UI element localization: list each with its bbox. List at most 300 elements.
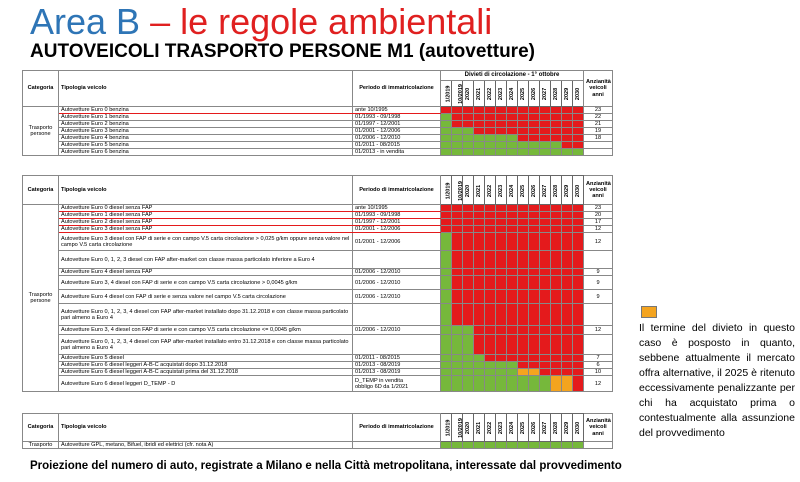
banned-cell [562,212,573,219]
allowed-cell [529,142,540,149]
allowed-cell [441,149,452,156]
banned-cell [474,290,485,304]
banned-cell [507,233,518,251]
banned-cell [562,114,573,121]
category-cell: Trasporto persone [23,205,59,392]
allowed-cell [496,442,507,449]
banned-cell [485,212,496,219]
allowed-cell [474,362,485,369]
banned-cell [518,335,529,355]
banned-cell [562,226,573,233]
table-row [23,149,613,156]
allowed-cell [452,128,463,135]
year-header [540,81,551,107]
table-row [23,107,613,114]
vehicle-type-cell: Autovetture Euro 5 diesel [59,355,353,362]
banned-cell [452,121,463,128]
year-header [474,176,485,205]
banned-cell [463,219,474,226]
allowed-cell [485,149,496,156]
table-section-altri [22,413,613,449]
banned-cell [507,128,518,135]
allowed-cell [540,142,551,149]
year-label: 10/2019 [457,418,464,438]
allowed-cell [485,376,496,392]
banned-cell [540,114,551,121]
allowed-cell [507,369,518,376]
allowed-cell [452,135,463,142]
banned-cell [573,107,584,114]
banned-cell [540,251,551,269]
banned-cell [573,114,584,121]
year-label: 2024 [509,421,516,435]
banned-cell [507,107,518,114]
year-header [562,414,573,442]
title-regole: – le regole ambientali [140,1,493,42]
allowed-cell [485,135,496,142]
banned-cell [474,107,485,114]
age-cell [584,304,613,326]
table-row [23,355,613,362]
banned-cell [496,326,507,335]
banned-cell [529,276,540,290]
period-text: ante 10/1995 [355,205,388,211]
period-cell [353,128,441,135]
yellow-legend-swatch [641,306,657,318]
banned-cell [540,276,551,290]
year-header [474,81,485,107]
banned-cell [518,251,529,269]
period-cell [353,335,441,355]
banned-cell [452,226,463,233]
table-section-diesel [22,175,613,392]
banned-cell [518,362,529,369]
table-section-benzina [22,70,613,156]
allowed-cell [441,326,452,335]
banned-cell [573,269,584,276]
allowed-cell [518,149,529,156]
table-row [23,369,613,376]
year-header [573,81,584,107]
allowed-cell [441,128,452,135]
allowed-cell [507,376,518,392]
banned-cell [540,335,551,355]
vehicle-type-cell: Autovetture Euro 3 diesel con FAP di serie e con campo V.5 carta circolazione > 0,025 g/km oppure senza valore nel campo V.5 carta circolazione [59,233,353,251]
banned-cell [452,114,463,121]
banned-cell [573,219,584,226]
banned-cell [507,355,518,362]
vehicle-type-cell: Autovetture Euro 4 benzina [59,135,353,142]
year-label: 2023 [498,87,505,101]
period-cell [353,114,441,121]
year-header [573,176,584,205]
age-cell [584,251,613,269]
vehicle-type-cell: Autovetture Euro 3, 4 diesel con FAP di serie e con campo V.5 carta circolazione > 0,0045 g/km [59,276,353,290]
table-row [23,362,613,369]
year-header [441,81,452,107]
banned-cell [452,233,463,251]
period-cell [353,212,441,219]
year-header [441,176,452,205]
year-label: 2022 [487,87,494,101]
allowed-cell [441,335,452,355]
banned-cell [573,135,584,142]
banned-cell [485,205,496,212]
year-label: 2027 [542,184,549,197]
period-cell [353,135,441,142]
allowed-cell [463,369,474,376]
banned-cell [540,362,551,369]
banned-cell [551,290,562,304]
allowed-cell [485,142,496,149]
banned-cell [529,135,540,142]
period-text: 01/1993 - 09/1998 [355,114,401,121]
banned-cell [496,219,507,226]
age-cell: 21 [584,121,613,128]
banned-cell [496,251,507,269]
banned-cell [474,233,485,251]
period-cell [353,276,441,290]
banned-cell [573,326,584,335]
age-cell: 12 [584,226,613,233]
period-cell [353,205,441,212]
banned-cell [573,304,584,326]
allowed-cell [518,442,529,449]
banned-cell [507,276,518,290]
year-label: 2028 [553,184,560,197]
year-label: 2030 [575,421,582,435]
allowed-cell [441,362,452,369]
vehicle-type-cell: Autovetture Euro 0 diesel senza FAP [59,205,353,212]
banned-cell [474,326,485,335]
banned-cell [485,335,496,355]
period-cell [353,442,441,449]
banned-cell [463,121,474,128]
allowed-cell [452,149,463,156]
year-header [540,414,551,442]
banned-cell [485,107,496,114]
year-header [518,81,529,107]
year-label: 2023 [498,184,505,197]
banned-cell [573,128,584,135]
banned-cell [441,226,452,233]
year-label: 2024 [509,87,516,101]
banned-cell [463,290,474,304]
banned-cell [474,212,485,219]
banned-cell [529,219,540,226]
banned-cell [452,251,463,269]
banned-cell [507,304,518,326]
year-label: 2024 [509,184,516,197]
allowed-cell [496,362,507,369]
banned-cell [441,212,452,219]
period-cell [353,107,441,114]
year-header [452,176,463,205]
allowed-cell [463,442,474,449]
page-subtitle: AUTOVEICOLI TRASPORTO PERSONE M1 (autovetture) [30,41,535,62]
banned-cell [518,205,529,212]
banned-cell [496,205,507,212]
banned-cell [562,276,573,290]
banned-cell [573,362,584,369]
table-row [23,290,613,304]
banned-cell [463,269,474,276]
allowed-cell [518,376,529,392]
banned-cell [507,290,518,304]
allowed-cell [463,326,474,335]
period-text: 01/2013 - 08/2019 [355,369,401,376]
year-header [507,414,518,442]
banned-cell [485,304,496,326]
period-cell [353,251,441,269]
allowed-cell [507,362,518,369]
allowed-cell [529,149,540,156]
table-row [23,335,613,355]
year-label: 2029 [564,184,571,197]
period-cell [353,226,441,233]
year-header [573,414,584,442]
vehicle-type-cell: Autovetture Euro 4 diesel con FAP di serie e senza valore nel campo V.5 carta circolazione [59,290,353,304]
age-cell: 10 [584,369,613,376]
year-header [518,414,529,442]
banned-cell [562,251,573,269]
allowed-cell [463,335,474,355]
allowed-cell [452,362,463,369]
header-categoria: Categoria [23,414,59,442]
allowed-cell [452,369,463,376]
period-text: 01/2006 - 12/2010 [355,269,401,276]
year-label: 2027 [542,421,549,435]
table-row [23,121,613,128]
allowed-cell [507,142,518,149]
period-text: 01/1993 - 09/1998 [355,212,401,219]
vehicle-type-cell: Autovetture Euro 0, 1, 2, 3 diesel con FAP after-market con classe massa particolato inferiore a Euro 4 [59,251,353,269]
age-cell [584,442,613,449]
banned-cell [551,135,562,142]
banned-cell [485,114,496,121]
year-header [562,81,573,107]
allowed-cell [507,149,518,156]
banned-cell [463,212,474,219]
banned-cell [452,276,463,290]
age-cell: 9 [584,290,613,304]
age-cell: 20 [584,212,613,219]
age-cell: 12 [584,233,613,251]
banned-cell [518,276,529,290]
header-periodo: Periodo di immatricolazione [353,176,441,205]
banned-cell [474,128,485,135]
age-cell [584,335,613,355]
table-row [23,219,613,226]
period-cell [353,233,441,251]
period-text: 01/1997 - 12/2001 [355,219,401,226]
year-header [452,414,463,442]
allowed-cell [551,149,562,156]
banned-cell [507,269,518,276]
banned-cell [551,335,562,355]
banned-cell [452,219,463,226]
banned-cell [551,226,562,233]
banned-cell [551,276,562,290]
category-cell: Trasporto persone [23,107,59,156]
header-categoria: Categoria [23,176,59,205]
allowed-cell [507,442,518,449]
banned-cell [573,233,584,251]
banned-cell [540,135,551,142]
banned-cell [474,226,485,233]
banned-cell [529,233,540,251]
banned-cell [474,114,485,121]
period-text: 01/2011 - 08/2015 [355,142,400,149]
year-label: 2026 [531,184,538,197]
vehicle-type-cell: Autovetture Euro 3 benzina [59,128,353,135]
allowed-cell [441,290,452,304]
vehicle-type-cell: Autovetture Euro 3 diesel senza FAP [59,226,353,233]
banned-cell [452,107,463,114]
vehicle-type-cell: Autovetture Euro 2 benzina [59,121,353,128]
banned-cell [474,219,485,226]
banned-cell [551,304,562,326]
banned-cell [540,369,551,376]
vehicle-type-cell: Autovetture Euro 2 diesel senza FAP [59,219,353,226]
allowed-cell [441,376,452,392]
period-text: 01/2013 - in vendita [355,149,405,156]
allowed-cell [562,442,573,449]
period-cell [353,326,441,335]
banned-cell [518,269,529,276]
banned-cell [562,233,573,251]
period-text: 01/2006 - 12/2010 [355,135,401,142]
year-label: 2022 [487,184,494,197]
period-text: ante 10/1995 [355,107,388,113]
allowed-cell [463,135,474,142]
banned-cell [496,269,507,276]
banned-cell [452,269,463,276]
banned-cell [540,269,551,276]
allowed-cell [441,355,452,362]
allowed-cell [562,149,573,156]
year-label: 2022 [487,421,494,435]
year-label: 2020 [465,87,472,101]
period-cell [353,304,441,326]
title-area-b: Area B [30,1,141,42]
year-label: 1/2019 [445,419,452,437]
banned-cell [441,107,452,114]
allowed-cell [474,355,485,362]
banned-cell [518,226,529,233]
table-row [23,233,613,251]
banned-cell [463,276,474,290]
banned-cell [496,335,507,355]
banned-cell [540,128,551,135]
banned-cell [529,226,540,233]
banned-cell [452,205,463,212]
allowed-cell [551,142,562,149]
table-row [23,135,613,142]
allowed-cell [529,376,540,392]
banned-cell [463,251,474,269]
banned-cell [529,326,540,335]
banned-cell [529,290,540,304]
table-row [23,304,613,326]
allowed-cell [474,149,485,156]
year-label: 2025 [520,421,527,435]
vehicle-type-cell: Autovetture Euro 5 benzina [59,142,353,149]
allowed-cell [452,326,463,335]
allowed-cell [441,135,452,142]
banned-cell [529,212,540,219]
header-tipologia: Tipologia veicolo [59,71,353,107]
period-text: 01/2001 - 12/2006 [355,128,401,135]
banned-cell [540,121,551,128]
banned-cell [529,114,540,121]
table-row [23,212,613,219]
banned-cell [529,107,540,114]
year-label: 2026 [531,421,538,435]
banned-cell [485,128,496,135]
header-anzianita: Anzianità veicoli anni [584,71,613,107]
banned-cell [485,121,496,128]
banned-cell [474,269,485,276]
banned-cell [562,355,573,362]
banned-cell [507,114,518,121]
period-text-extra: obbligo 6D da 1/2021 [355,383,409,390]
banned-cell [518,212,529,219]
banned-cell [485,269,496,276]
year-label: 2021 [476,87,483,101]
postponed-cell [562,376,573,392]
header-tipologia: Tipologia veicolo [59,414,353,442]
allowed-cell [441,251,452,269]
banned-cell [463,226,474,233]
banned-cell [485,226,496,233]
period-cell [353,219,441,226]
year-header [529,176,540,205]
year-label: 2028 [553,87,560,101]
banned-cell [463,233,474,251]
banned-cell [529,205,540,212]
banned-cell [529,251,540,269]
period-text: 01/2006 - 12/2010 [355,327,401,334]
year-label: 2021 [476,184,483,197]
allowed-cell [441,121,452,128]
period-cell [353,369,441,376]
banned-cell [562,205,573,212]
banned-cell [562,335,573,355]
banned-cell [562,304,573,326]
year-header [496,414,507,442]
allowed-cell [441,233,452,251]
banned-cell [562,135,573,142]
banned-cell [529,121,540,128]
banned-cell [507,205,518,212]
allowed-cell [507,135,518,142]
header-divieti: Divieti di circolazione - 1° ottobre [441,71,584,81]
allowed-cell [463,376,474,392]
table-row [23,326,613,335]
banned-cell [562,290,573,304]
period-cell [353,376,441,392]
banned-cell [496,226,507,233]
age-cell: 12 [584,326,613,335]
vehicle-type-cell: Autovetture Euro 6 diesel leggeri A-B-C acquistati dopo 31.12.2018 [59,362,353,369]
allowed-cell [496,149,507,156]
yellow-legend-note: Il termine del divieto in questo caso è posposto in quanto, sebbene attualmente il mercato offra alternative, il 2025 è ritenuto eccessivamente penalizzante per chi ha acquistato prima o contestualmente alla assunzione del provvedimento [639,322,795,439]
banned-cell [529,304,540,326]
year-header [452,81,463,107]
banned-cell [463,107,474,114]
year-header [507,176,518,205]
